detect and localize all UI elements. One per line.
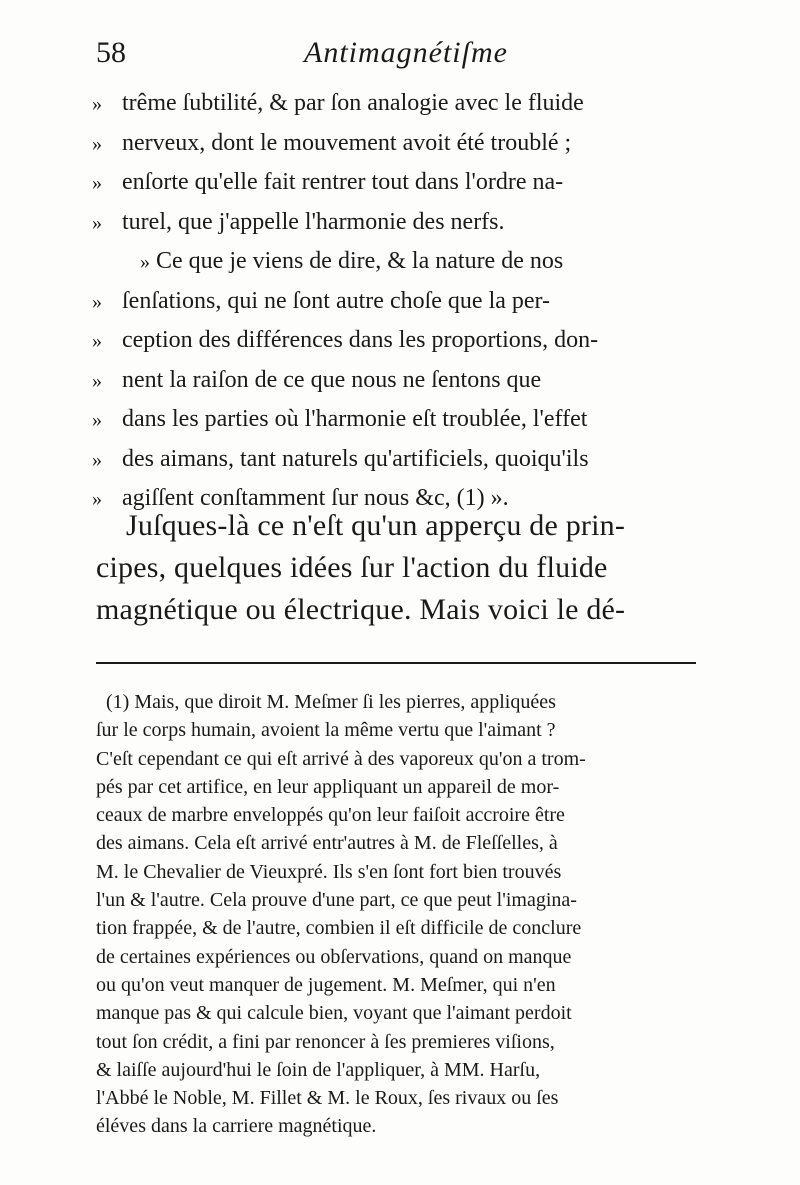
footnote-line: des aimans. Cela eſt arrivé entr'autres à M. de Fleſſelles, à [96,832,558,855]
paragraph-line: Juſques-là ce n'eſt qu'un apperçu de prin- [126,509,626,542]
quote-line [92,361,702,401]
quote-line [92,321,702,361]
footnote-line: C'eſt cependant ce qui eſt arrivé à des vaporeux qu'on a trom- [96,747,586,770]
footnote-line: pés par cet artifice, en leur appliquant un appareil de mor- [96,775,560,798]
quote-line [92,440,702,480]
quote-mark: » [92,409,102,431]
footnote-line: (1) Mais, que diroit M. Meſmer ſi les pierres, appliquées [106,691,556,713]
quote-line-text: ſenſations, qui ne ſont autre choſe que la per- [122,287,551,314]
page-number: 58 [96,36,126,69]
quote-line-text: ception des différences dans les proportions, don- [122,327,599,353]
quote-line [92,203,702,243]
page-header [96,36,696,76]
quote-mark: » [92,172,102,194]
quote-line [92,282,702,322]
quote-mark: » [92,448,102,471]
footnote-line: éléves dans la carriere magnétique. [96,1115,377,1138]
paragraph-line: cipes, quelques idées ſur l'action du fluide [96,551,608,584]
quote-mark: » [92,211,102,234]
quote-mark: » [92,330,102,352]
quote-mark: » [92,488,102,510]
paragraph-line: magnétique ou électrique. Mais voici le dé- [96,593,626,626]
quote-line-text: turel, que j'appelle l'harmonie des nerfs. [122,208,505,235]
main-paragraph [96,505,702,631]
footnote-line: l'Abbé le Noble, M. Fillet & M. le Roux, ſes rivaux ou ſes [96,1087,559,1110]
footnote-line: & laiſſe aujourd'hui le ſoin de l'appliquer, à MM. Harſu, [96,1058,541,1081]
quoted-passage [92,84,702,519]
quote-line-text: agiſſent conſtamment ſur nous &c, (1) ». [122,485,509,511]
quote-line [92,84,702,124]
footnote-line: tout ſon crédit, a fini par renoncer à ſes premieres viſions, [96,1030,555,1053]
footnote-divider [96,662,696,664]
quote-mark: » [92,369,102,392]
footnote-line: manque pas & qui calcule bien, voyant que l'aimant perdoit [96,1002,572,1025]
quote-line-text: dans les parties où l'harmonie eſt troublée, l'effet [122,406,588,432]
footnote-line: ceaux de marbre enveloppés qu'on leur faiſoit accroire être [96,804,565,827]
quote-mark: » [140,251,150,273]
footnote-line: ou qu'on veut manquer de jugement. M. Meſmer, qui n'en [96,973,556,996]
quote-line-text: trême ſubtilité, & par ſon analogie avec le fluide [122,90,584,116]
quote-line-text: nerveux, dont le mouvement avoit été troublé ; [122,129,572,156]
quote-line-text: Ce que je viens de dire, & la nature de nos [156,248,564,274]
quote-line [92,400,702,440]
quote-mark: » [92,93,102,115]
footnote-line: M. le Chevalier de Vieuxpré. Ils s'en ſont fort bien trouvés [96,860,562,883]
footnote [96,688,702,1141]
quote-line-text: enſorte qu'elle fait rentrer tout dans l'ordre na- [122,169,564,195]
quote-line [92,124,702,164]
quote-line-text: nent la raiſon de ce que nous ne ſentons que [122,366,542,393]
running-title: Antimagnétiſme [304,36,508,69]
quote-line-text: des aimans, tant naturels qu'artificiels, quoiqu'ils [122,445,589,472]
quote-line [92,242,702,282]
footnote-line: de certaines expériences ou obſervations, quand on manque [96,945,572,968]
quote-line [92,163,702,203]
footnote-line: ſur le corps humain, avoient la même vertu que l'aimant ? [96,719,556,742]
quote-mark: » [92,290,102,313]
quote-mark: » [92,132,102,155]
footnote-line: l'un & l'autre. Cela prouve d'une part, ce que peut l'imagina- [96,889,577,912]
footnote-line: tion frappée, & de l'autre, combien il eſt difficile de conclure [96,917,582,940]
